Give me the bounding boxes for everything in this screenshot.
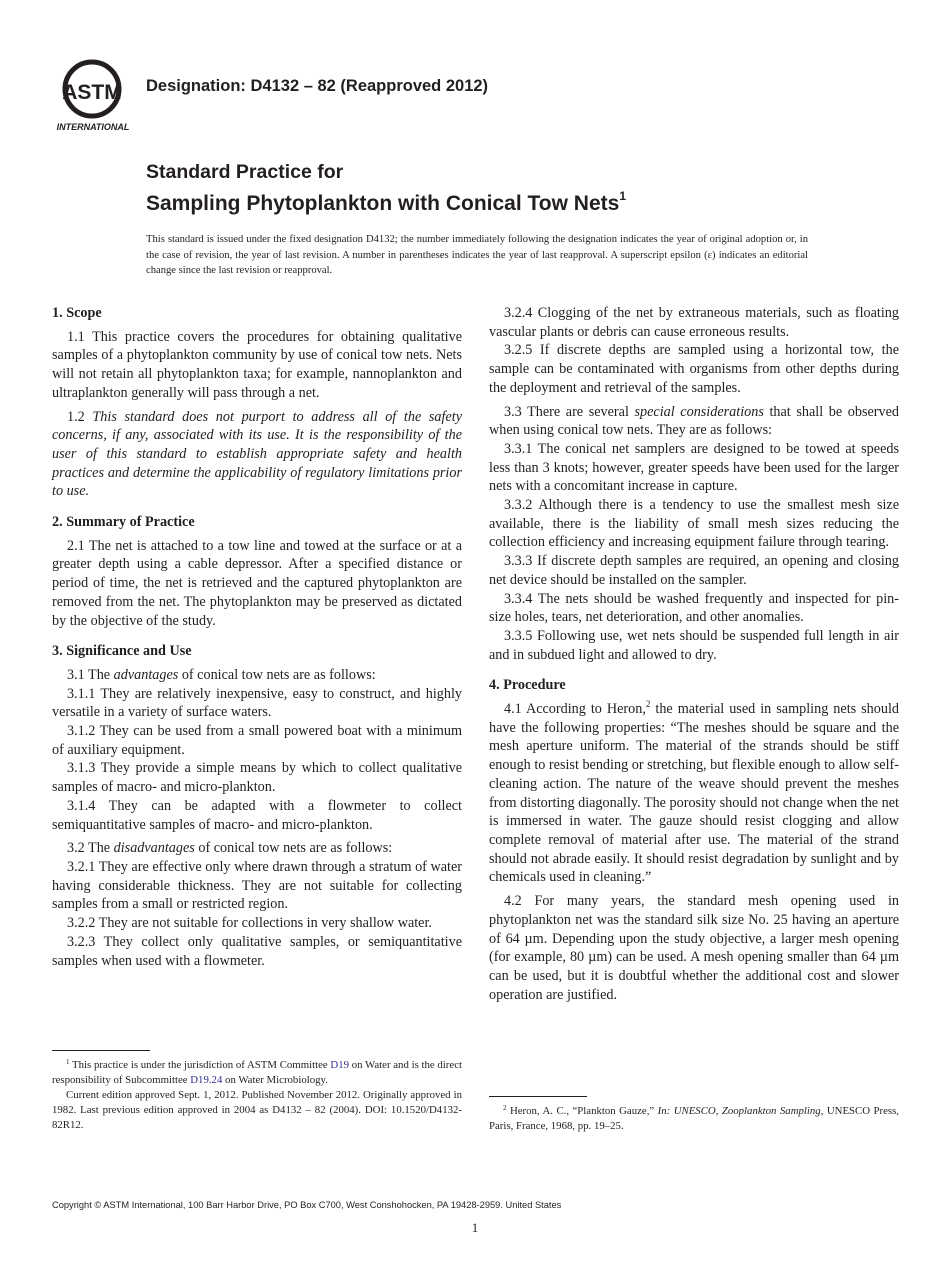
para-3-3-3: 3.3.3 If discrete depth samples are required, an opening and closing net device should be installed on the sampler. (489, 553, 899, 588)
para-3-3-post: that shall be observed when using conical tow nets. They are as follows: (489, 403, 899, 439)
footnote-2-a: Heron, A. C., “Plankton Gauze,” (506, 1105, 658, 1117)
footnote-1-c: on Water Microbiology. (222, 1074, 328, 1086)
para-1-2 (52, 408, 462, 502)
footnote-1-b: on Water and is the direct responsibility of Subcommittee (52, 1059, 462, 1086)
para-3-1-3: 3.1.3 They provide a simple means by which to collect qualitative samples of macro- and micro-plankton. (52, 760, 462, 796)
para-3-3-5: 3.3.5 Following use, wet nets should be suspended full length in air and in subdued light and allowed to dry. (489, 627, 899, 663)
designation: Designation: D4132 – 82 (Reapproved 2012) (146, 77, 489, 95)
para-3-2-4: 3.2.4 Clogging of the net by extraneous materials, such as floating vascular plants or debris can cause erroneous results. (489, 305, 899, 340)
right-column (489, 304, 899, 1004)
title-footnote-mark: 1 (619, 189, 626, 203)
para-3-2-5: 3.2.5 If discrete depths are sampled using a horizontal tow, the sample can be contaminated with organisms from other depths during the deployment and retrieval of the samples. (489, 342, 899, 396)
para-3-3-pre: 3.3 There are several (504, 403, 635, 420)
logo-subtext: INTERNATIONAL (56, 122, 130, 132)
footnote-1-a: This practice is under the jurisdiction of ASTM Committee (69, 1059, 331, 1071)
footnote-2 (489, 1104, 899, 1134)
para-3-2-3: 3.2.3 They collect only qualitative samples, or semiquantitative samples when used with a flowmeter. (52, 933, 462, 969)
link-d19[interactable]: D19 (330, 1059, 349, 1071)
title-line-2 (146, 184, 626, 216)
document-title (146, 160, 626, 216)
footnote-2-text (489, 1104, 899, 1134)
section-heading-significance: 3. Significance and Use (52, 643, 192, 660)
para-3-1-4: 3.1.4 They can be adapted with a flowmeter to collect semiquantitative samples of macro- and micro-plankton. (52, 797, 462, 833)
para-3-3-em: special considerations (634, 403, 764, 420)
footnote-1-text (52, 1058, 462, 1088)
link-d19-24[interactable]: D19.24 (190, 1074, 223, 1086)
astm-logo (52, 56, 136, 134)
para-4-1-post: the material used in sampling nets should have the following properties: “The meshes should be square and the mesh aperture uniform. The material of the strands should be stiff enough to resist bending or stretching, but flexible enough to allow self-cleaning action. The nature of the weave should prevent the meshes from distorting diagonally. The porosity should not change when the net is immersed in water. The gauze should resist clogging and allow complete removal of material after use. The material of the strand should not abrade easily. It should resist degradation by sunlight and by chemicals used in cleaning.” (489, 701, 899, 886)
title-line-2-text: Sampling Phytoplankton with Conical Tow Nets (146, 192, 620, 215)
para-1-1: 1.1 This practice covers the procedures for obtaining qualitative samples of a phytoplankton community by use of conical tow nets. Nets will not retain all phytoplankton taxa; for example, nannoplankton and ultraplankton generally will pass through a net. (52, 328, 462, 401)
para-3-3 (489, 403, 899, 440)
footnote-rule-left (52, 1050, 150, 1051)
logo-text: ASTM (62, 81, 122, 104)
para-4-1-pre: 4.1 According to Heron, (504, 701, 646, 718)
para-4-1 (489, 700, 899, 887)
para-3-3-2: 3.3.2 Although there is a tendency to use the smallest mesh size available, there is the liability of small mesh sizes reducing the collection efficiency and increasing equipment failure through tearing. (489, 497, 899, 551)
para-3-1-pre: 3.1 The (67, 666, 114, 683)
para-3-2-post: of conical tow nets are as follows: (194, 840, 393, 857)
section-heading-scope: 1. Scope (52, 305, 102, 321)
para-3-3-4: 3.3.4 The nets should be washed frequently and inspected for pin-size holes, tears, net deterioration, and other anomalies. (489, 590, 899, 626)
para-3-1-2: 3.1.2 They can be used from a small powered boat with a minimum of auxiliary equipment. (52, 723, 462, 758)
intro-note: This standard is issued under the fixed designation D4132; the number immediately following the designation indicates the year of original adoption or, in the case of revision, the year of last revision. A number in parentheses indicates the year of last reapproval. A superscript epsilon (ε) indicates an editorial change since the last revision or reapproval. (146, 234, 808, 276)
footnote-1 (52, 1058, 462, 1133)
section-heading-summary: 2. Summary of Practice (52, 514, 195, 531)
page-number: 1 (471, 1220, 479, 1235)
copyright-notice: Copyright © ASTM International, 100 Barr Harbor Drive, PO Box C700, West Conshohocken, PA 19428-2959. United States (52, 1200, 562, 1210)
para-3-1-1: 3.1.1 They are relatively inexpensive, easy to construct, and highly versatile in a variety of surface waters. (52, 685, 462, 721)
para-3-2-pre: 3.2 The (67, 840, 114, 857)
para-3-2-em: disadvantages (113, 840, 195, 857)
para-4-2: 4.2 For many years, the standard mesh opening used in phytoplankton net was the standard silk size No. 25 having an aperture of 64 µm. Depending upon the study objective, a larger mesh opening (for example, 80 µm) can be used. A mesh opening smaller than 64 µm can be used, but it is doubtful whether the additional cost and slower operation are justified. (489, 893, 899, 1003)
para-3-1-em: advantages (113, 666, 179, 683)
title-line-1: Standard Practice for (146, 161, 344, 183)
para-4-1-footnote-mark: 2 (645, 699, 651, 710)
para-3-1 (52, 666, 462, 685)
para-1-2-text: This standard does not purport to address all of the safety concerns, if any, associated with its use. It is the responsibility of the user of this standard to establish appropriate safety and health practices and determine the applicability of regulatory limitations prior to use. (52, 408, 462, 500)
para-3-2-1: 3.2.1 They are effective only where drawn through a stratum of water having considerable thickness. They are not suitable for collecting samples from a small or restricted region. (52, 858, 462, 913)
footnote-1-mark: 1 (66, 1058, 70, 1066)
para-3-2 (52, 839, 462, 858)
para-3-1-post: of conical tow nets are as follows: (178, 666, 376, 683)
left-column (52, 304, 462, 970)
para-3-3-1: 3.3.1 The conical net samplers are designed to be towed at speeds less than 3 knots; however, greater speeds have been used for the larger nets with a concomitant increase in capture. (489, 440, 899, 495)
para-2-1: 2.1 The net is attached to a tow line and towed at the surface or at a greater depth using a cable depressor. After a specified distance or period of time, the net is retrieved and the captured phytoplankton are removed from the net. The phytoplankton may be preserved as dictated by the objective of the study. (52, 537, 462, 629)
para-3-2-2: 3.2.2 They are not suitable for collections in very shallow water. (67, 915, 432, 932)
footnote-rule-right (489, 1096, 587, 1097)
section-heading-procedure: 4. Procedure (489, 677, 566, 694)
footnote-2-b: , UNESCO Press, Paris, France, 1968, pp. 19–25. (489, 1105, 899, 1132)
footnote-1-edition: Current edition approved Sept. 1, 2012. Published November 2012. Originally approved in 1982. Last previous edition approved in 2004 as D4132 – 82 (2004). DOI: 10.1520/D4132-82R12. (52, 1089, 462, 1131)
footnote-2-em: In: UNESCO, Zooplankton Sampling (657, 1105, 821, 1117)
footnote-2-mark: 2 (503, 1104, 507, 1112)
para-1-2-num: 1.2 (67, 408, 93, 425)
